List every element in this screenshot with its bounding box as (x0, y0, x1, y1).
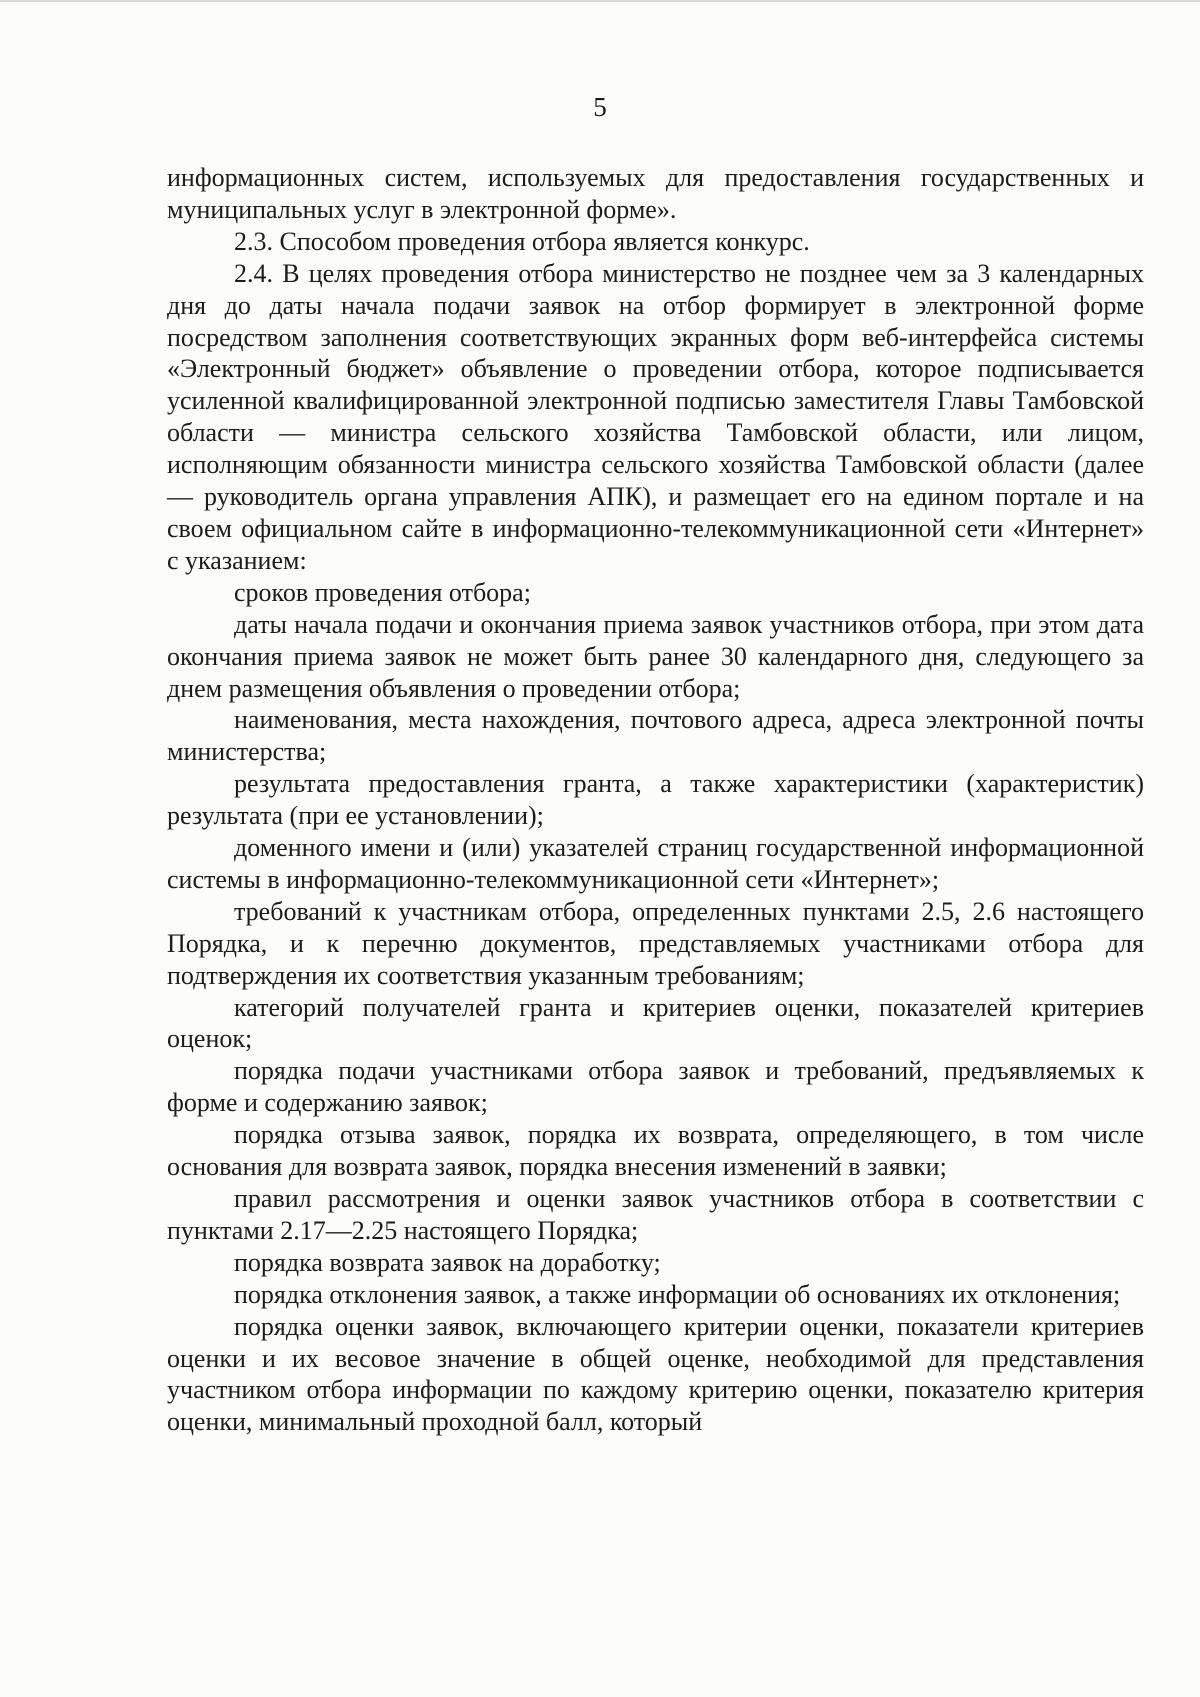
list-item-recipient-categories: категорий получателей гранта и критериев оценки, показателей критериев оценок; (167, 992, 1144, 1054)
list-item-ministry-contacts: наименования, места нахождения, почтового адреса, адреса электронной почты министерства; (167, 705, 1144, 767)
list-item-review-rules: правил рассмотрения и оценки заявок участников отбора в соответствии с пунктами 2.17—2.25 настоящего Порядка; (167, 1184, 1144, 1245)
paragraph-2-3: 2.3. Способом проведения отбора является конкурс. (234, 226, 810, 256)
list-item-grant-result: результата предоставления гранта, а также характеристики (характеристик) результата (при ее установлении); (167, 769, 1144, 831)
paragraph-2-4: 2.4. В целях проведения отбора министерство не позднее чем за 3 календарных дня до даты начала подачи заявок на отбор формирует в электронной форме посредством заполнения соответствующих экранных форм веб-интерфейса системы «Электронный бюджет» объявление о проведении отбора, которое подписывается усиленной квалифицированной электронной подписью заместителя Главы Тамбовской области — министра сельского хозяйства Тамбовской области, или лицом, исполняющим обязанности министра сельского хозяйства Тамбовской области (далее — руководитель органа управления АПК), и размещает его на едином портале и на своем официальном сайте в информационно-телекоммуникационной сети «Интернет» с указанием: (167, 258, 1144, 575)
list-item-rejection-procedure: порядка отклонения заявок, а также информации об основаниях их отклонения; (234, 1279, 1121, 1309)
list-item-return-for-revision: порядка возврата заявок на доработку; (234, 1247, 661, 1277)
list-item-application-dates: даты начала подачи и окончания приема заявок участников отбора, при этом дата окончания приема заявок не может быть ранее 30 календарного дня, следующего за днем размещения объявления о проведении отбора; (167, 609, 1144, 703)
list-item-participant-requirements: требований к участникам отбора, определенных пунктами 2.5, 2.6 настоящего Порядка, и к перечню документов, представляемых участниками отбора для подтверждения их соответствия указанным требованиям; (167, 896, 1144, 990)
list-item-deadlines: сроков проведения отбора; (234, 577, 531, 607)
paragraph-continuation: информационных систем, используемых для предоставления государственных и муниципальных услуг в электронной форме». (167, 163, 1144, 224)
document-body (167, 162, 1144, 1438)
list-item-submission-procedure: порядка подачи участниками отбора заявок и требований, предъявляемых к форме и содержанию заявок; (167, 1056, 1144, 1118)
scan-edge-mark (0, 0, 1200, 2)
list-item-evaluation-procedure: порядка оценки заявок, включающего критерии оценки, показатели критериев оценки и их весовое значение в общей оценке, необходимой для представления участником отбора информации по каждому критерию оценки, показателю критерия оценки, минимальный проходной балл, который (167, 1311, 1144, 1437)
list-item-withdrawal-procedure: порядка отзыва заявок, порядка их возврата, определяющего, в том числе основания для возврата заявок, порядка внесения изменений в заявки; (167, 1120, 1144, 1182)
list-item-domain-name: доменного имени и (или) указателей страниц государственной информационной системы в информационно-телекоммуникационной сети «Интернет»; (167, 833, 1144, 894)
page-number: 5 (593, 92, 607, 122)
